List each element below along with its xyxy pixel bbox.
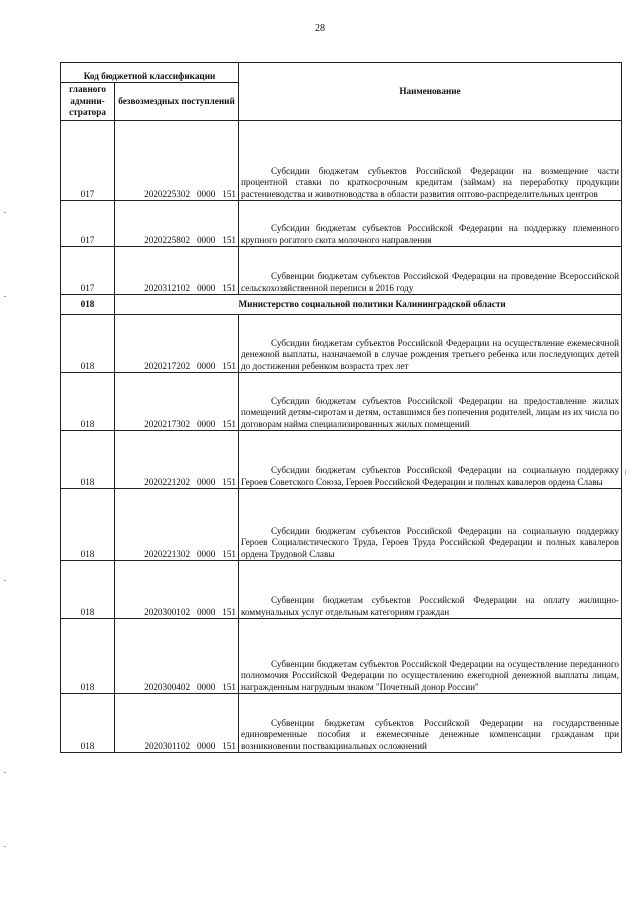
item-name — [239, 315, 622, 373]
page-number: 28 — [315, 23, 325, 34]
admin-code: 017 — [61, 121, 115, 201]
header-name-cell: Наименование — [239, 63, 622, 121]
header-group-cell: Код бюджетной классификации — [61, 63, 239, 83]
revenue-code: 2020300102 0000 151 — [115, 561, 239, 619]
item-name-text: Субвенции бюджетам субъектов Российской Федерации на проведение Всероссийской сельскохозяйственной переписи в 2016 году — [241, 271, 619, 293]
table-row — [61, 561, 622, 619]
admin-code: 018 — [61, 619, 115, 694]
table-row — [61, 431, 622, 489]
item-name — [239, 201, 622, 247]
admin-code: 018 — [61, 431, 115, 489]
revenue-code: 2020225802 0000 151 — [115, 201, 239, 247]
item-name-text: Субвенции бюджетам субъектов Российской Федерации на оплату жилищно-коммунальных услуг отдельным категориям граждан — [241, 595, 619, 617]
item-name — [239, 247, 622, 295]
table-row — [61, 247, 622, 295]
table-row — [61, 373, 622, 431]
item-name — [239, 431, 622, 489]
ministry-code-empty — [115, 295, 239, 315]
item-name — [239, 121, 622, 201]
ministry-admin-code: 018 — [61, 295, 115, 315]
scan-speck — [4, 580, 6, 581]
admin-code: 018 — [61, 315, 115, 373]
table-row — [61, 121, 622, 201]
admin-code: 018 — [61, 561, 115, 619]
item-name-text: Субсидии бюджетам субъектов Российской Федерации на возмещение части процентной ставки по краткосрочным кредитам (займам) на переработку продукции растениеводства и животноводства в области развития оптово-распределительных центров — [241, 165, 619, 199]
item-name — [239, 373, 622, 431]
revenue-code: 2020217302 0000 151 — [115, 373, 239, 431]
item-name — [239, 561, 622, 619]
item-name-text: Субсидии бюджетам субъектов Российской Федерации на поддержку племенного крупного рогатого скота молочного направления — [241, 223, 619, 245]
scan-speck — [4, 296, 6, 297]
table-row — [61, 489, 622, 561]
revenue-code: 2020300402 0000 151 — [115, 619, 239, 694]
item-name-text: Субсидии бюджетам субъектов Российской Федерации на социальную поддержку Героев Социалистического Труда, Героев Труда Российской Федерации и полных кавалеров ордена Трудовой Славы — [241, 525, 619, 559]
item-name-text: Субсидии бюджетам субъектов Российской Федерации на социальную поддержку Героев Советского Союза, Героев Российской Федерации и полных кавалеров ордена Славы — [241, 465, 619, 487]
revenue-code: 2020312102 0000 151 — [115, 247, 239, 295]
item-name-text: Субвенции бюджетам субъектов Российской Федерации на осуществление переданного полномочия Российской Федерации по осуществлению ежегодной денежной выплаты лицам, награжденным нагрудным знаком "Почетный донор России" — [241, 658, 619, 692]
ministry-name: Министерство социальной политики Калининградской области — [239, 295, 622, 315]
header-admin-cell: главного админи-стратора — [61, 83, 115, 121]
admin-code: 017 — [61, 201, 115, 247]
header-code-cell: безвозмездных поступлений — [115, 83, 239, 121]
admin-code: 017 — [61, 247, 115, 295]
revenue-code: 2020301102 0000 151 — [115, 694, 239, 753]
item-name-text: Субсидии бюджетам субъектов Российской Федерации на осуществление ежемесячной денежной выплаты, назначаемой в случае рождения третьего ребенка или последующих детей до достижения ребенком возраста трех лет — [241, 337, 619, 371]
admin-code: 018 — [61, 694, 115, 753]
item-name — [239, 619, 622, 694]
table-row — [61, 619, 622, 694]
revenue-code: 2020217202 0000 151 — [115, 315, 239, 373]
table-row — [61, 694, 622, 753]
revenue-code: 2020221202 0000 151 — [115, 431, 239, 489]
table-row — [61, 201, 622, 247]
scan-speck — [625, 470, 626, 475]
item-name-text: Субвенции бюджетам субъектов Российской Федерации на государственные единовременные пособия и ежемесячные денежные компенсации гражданам при возникновении поствакцинальных осложнений — [241, 717, 619, 751]
ministry-row — [61, 295, 622, 315]
revenue-code: 2020221302 0000 151 — [115, 489, 239, 561]
item-name-text: Субсидии бюджетам субъектов Российской Федерации на предоставление жилых помещений детям-сиротам и детям, оставшимся без попечения родителей, лицам из их числа по договорам найма специализированных жилых помещений — [241, 395, 620, 429]
table-row — [61, 315, 622, 373]
scan-speck — [4, 212, 6, 213]
scan-speck — [4, 846, 6, 847]
header-row-group — [61, 63, 622, 83]
revenue-code: 2020225302 0000 151 — [115, 121, 239, 201]
admin-code: 018 — [61, 489, 115, 561]
scan-speck — [4, 772, 6, 773]
admin-code: 018 — [61, 373, 115, 431]
item-name — [239, 694, 622, 753]
item-name — [239, 489, 622, 561]
budget-classification-table — [60, 62, 622, 753]
